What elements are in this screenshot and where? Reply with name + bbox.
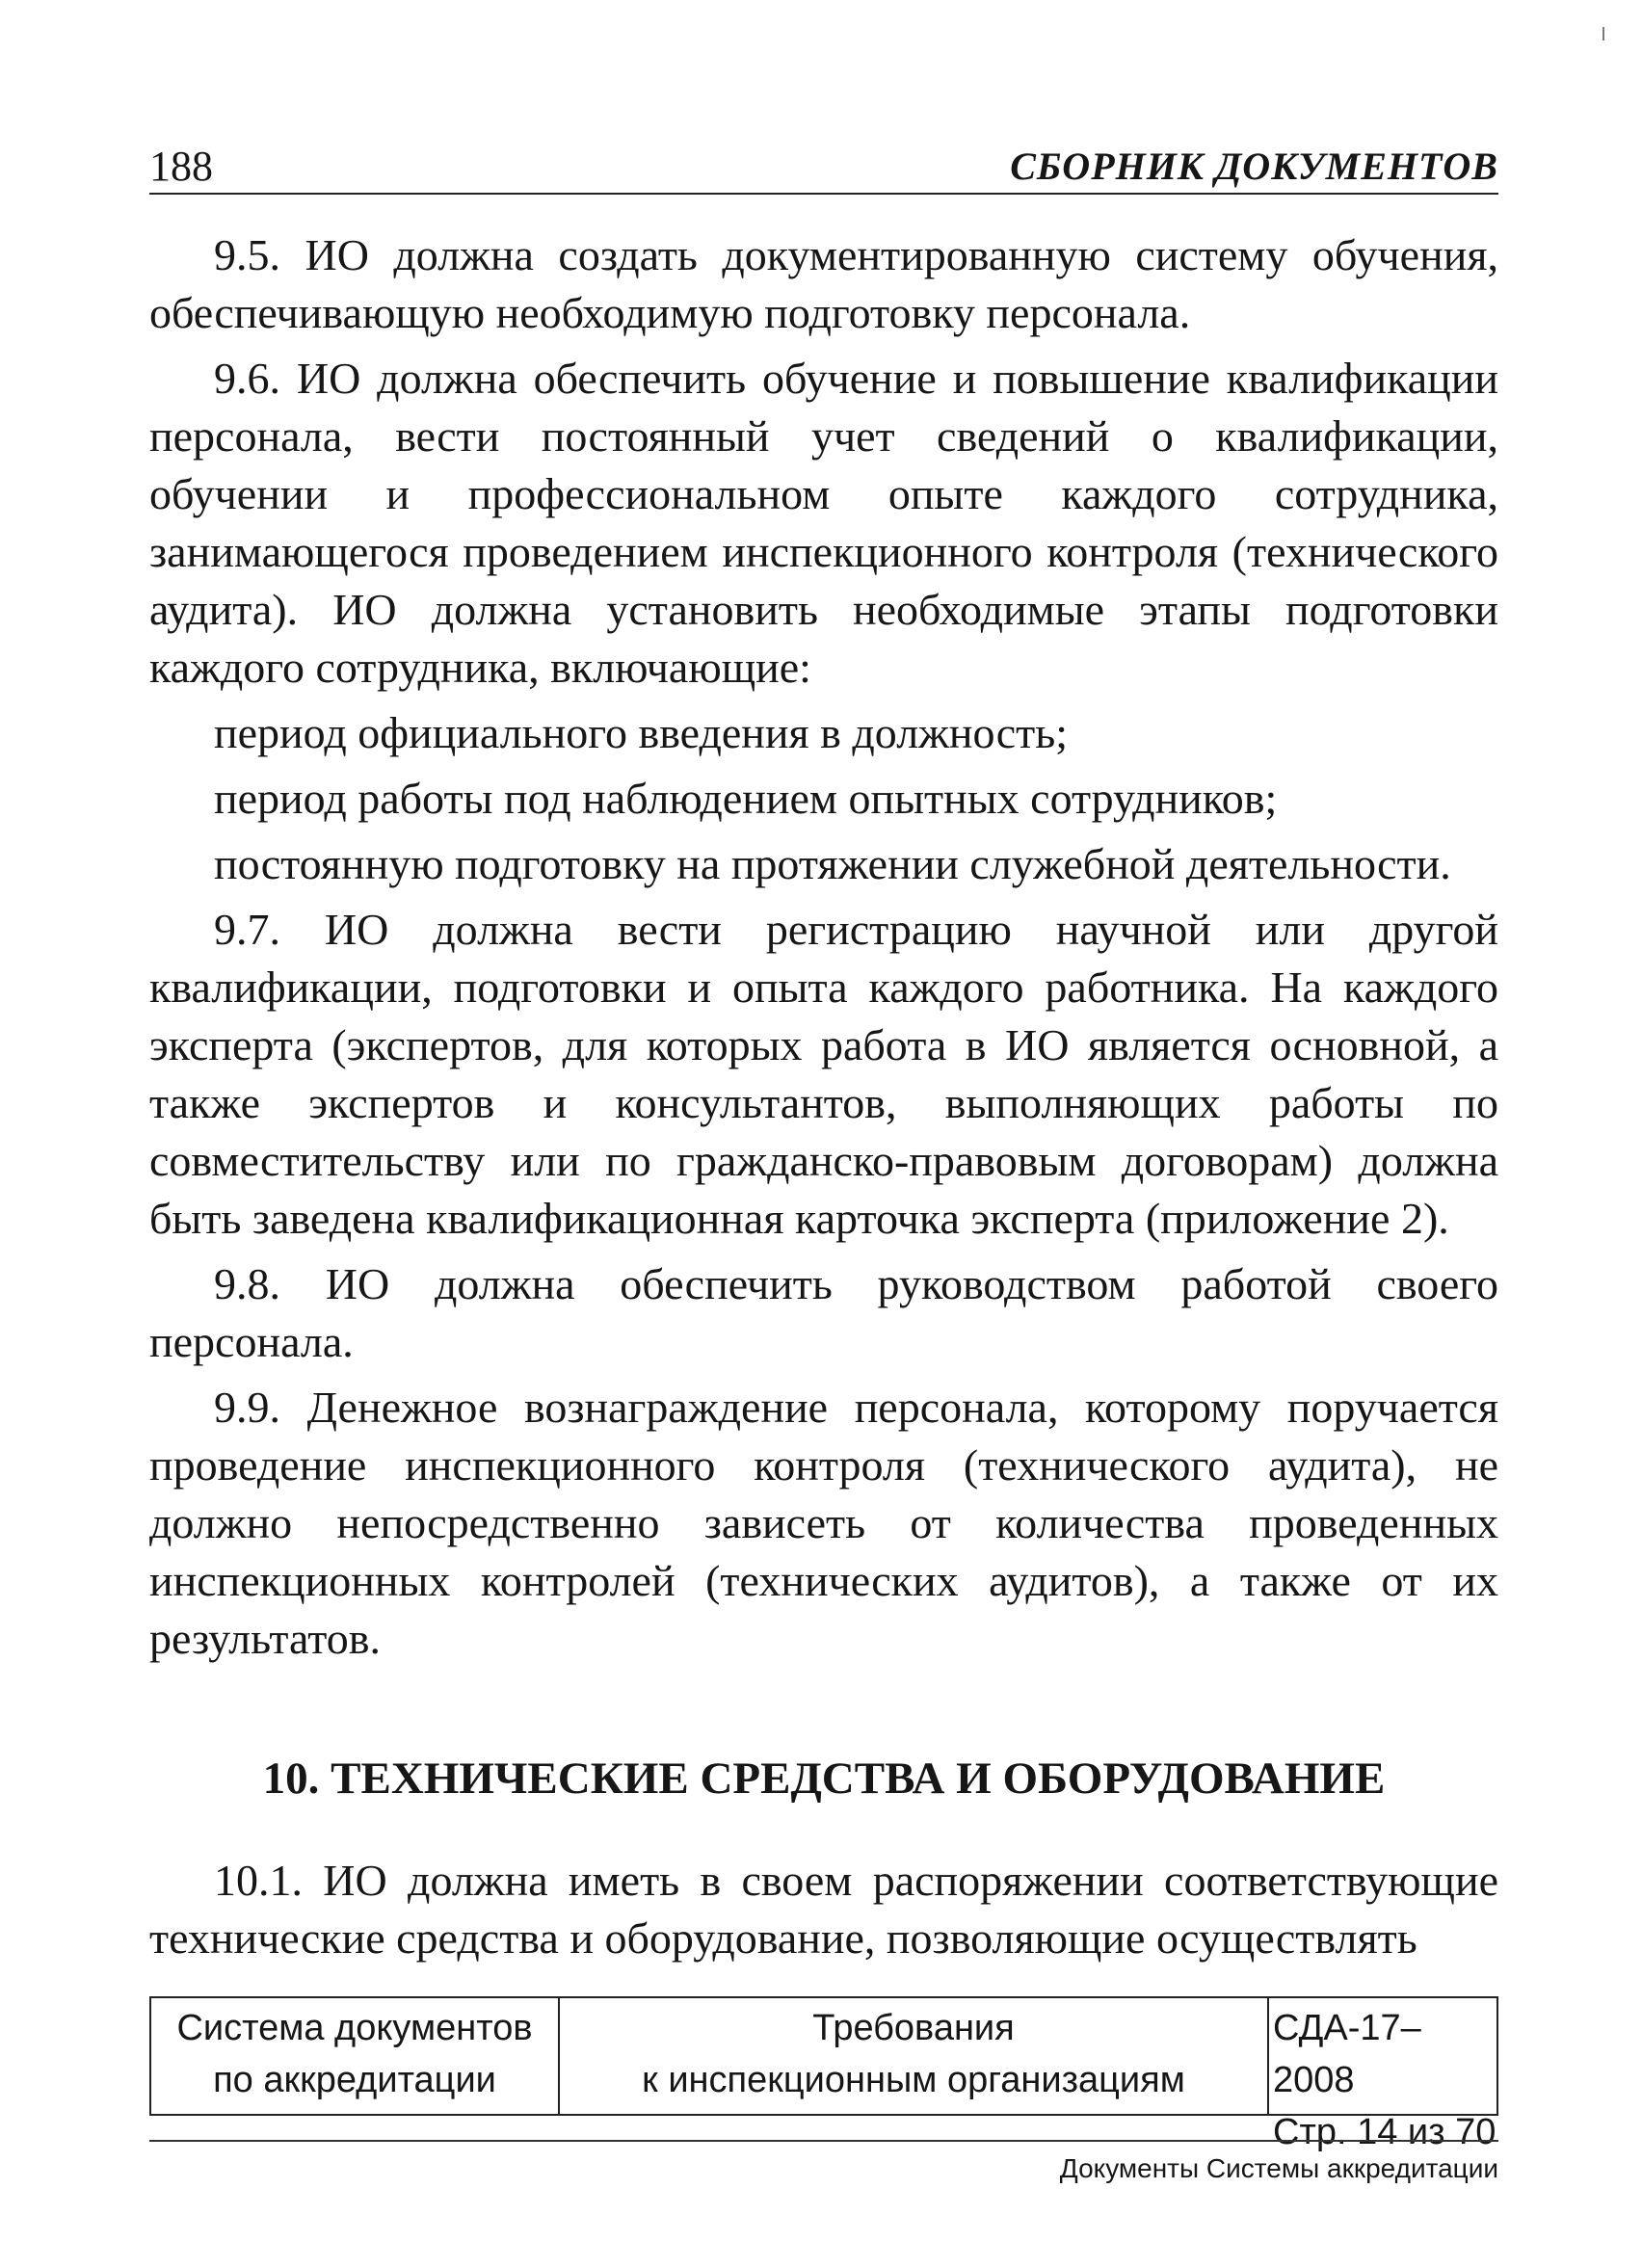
- paragraph-10-1: 10.1. ИО должна иметь в своем распоряжении соответствующие технические средства и оборудование, позволяющие осуществлять: [149, 1856, 1498, 1963]
- footer-system-line: Система документов: [176, 2008, 533, 2048]
- footer-requirements-cell: [560, 1998, 1269, 2114]
- footer-caption: Документы Системы аккредитации: [1059, 2153, 1498, 2183]
- paragraph-9-9: 9.9. Денежное вознаграждение персонала, которому поручается проведение инспекционного контроля (технического аудита), не должно непосредственно зависеть от количества проведенных инспекционных контролей (технических аудитов), а также от их результатов.: [149, 1383, 1498, 1663]
- list-item: период официального введения в должность;: [214, 708, 1068, 757]
- footer-requirements-line: Требования: [812, 2008, 1015, 2048]
- paragraph-9-8: 9.8. ИО должна обеспечить руководством работой своего персонала.: [149, 1259, 1498, 1366]
- page-number: 188: [149, 143, 213, 190]
- footer-table: [149, 1996, 1498, 2152]
- footer-system-cell: [151, 1998, 560, 2114]
- footer-divider: [149, 2140, 1498, 2142]
- body-text: [149, 226, 1498, 1675]
- scan-mark: [1602, 27, 1604, 40]
- page-counter: Стр. 14 из 70: [1273, 2112, 1496, 2152]
- section-heading: 10. ТЕХНИЧЕСКИЕ СРЕДСТВА И ОБОРУДОВАНИЕ: [262, 1754, 1386, 1804]
- running-header: [149, 135, 1498, 195]
- paragraph-9-6: 9.6. ИО должна обеспечить обучение и повышение квалификации персонала, вести постоянный учет сведений о квалификации, обучении и профессиональном опыте каждого сотрудника, занимающегося проведением инспекционного контроля (технического аудита). ИО должна установить необходимые этапы подготовки каждого сотрудника, включающие:: [149, 354, 1498, 692]
- footer-code-cell: [1269, 1998, 1496, 2152]
- footer-requirements-line: к инспекционным организациям: [642, 2060, 1185, 2100]
- list-item: период работы под наблюдением опытных сотрудников;: [214, 774, 1278, 823]
- running-title: СБОРНИК ДОКУМЕНТОВ: [1010, 145, 1498, 188]
- paragraph-9-7: 9.7. ИО должна вести регистрацию научной или другой квалификации, подготовки и опыта каждого работника. На каждого эксперта (экспертов, для которых работа в ИО является основной, а также экспертов и консультантов, выполняющих работы по совместительству или по гражданско-правовым договорам) должна быть заведена квалификационная карточка эксперта (приложение 2).: [149, 905, 1498, 1243]
- footer-system-line: по аккредитации: [213, 2060, 496, 2100]
- list-item: постоянную подготовку на протяжении служебной деятельности.: [214, 839, 1451, 888]
- document-code: СДА-17–2008: [1273, 2008, 1421, 2100]
- paragraph-9-5: 9.5. ИО должна создать документированную систему обучения, обеспечивающую необходимую подготовку персонала.: [149, 230, 1498, 337]
